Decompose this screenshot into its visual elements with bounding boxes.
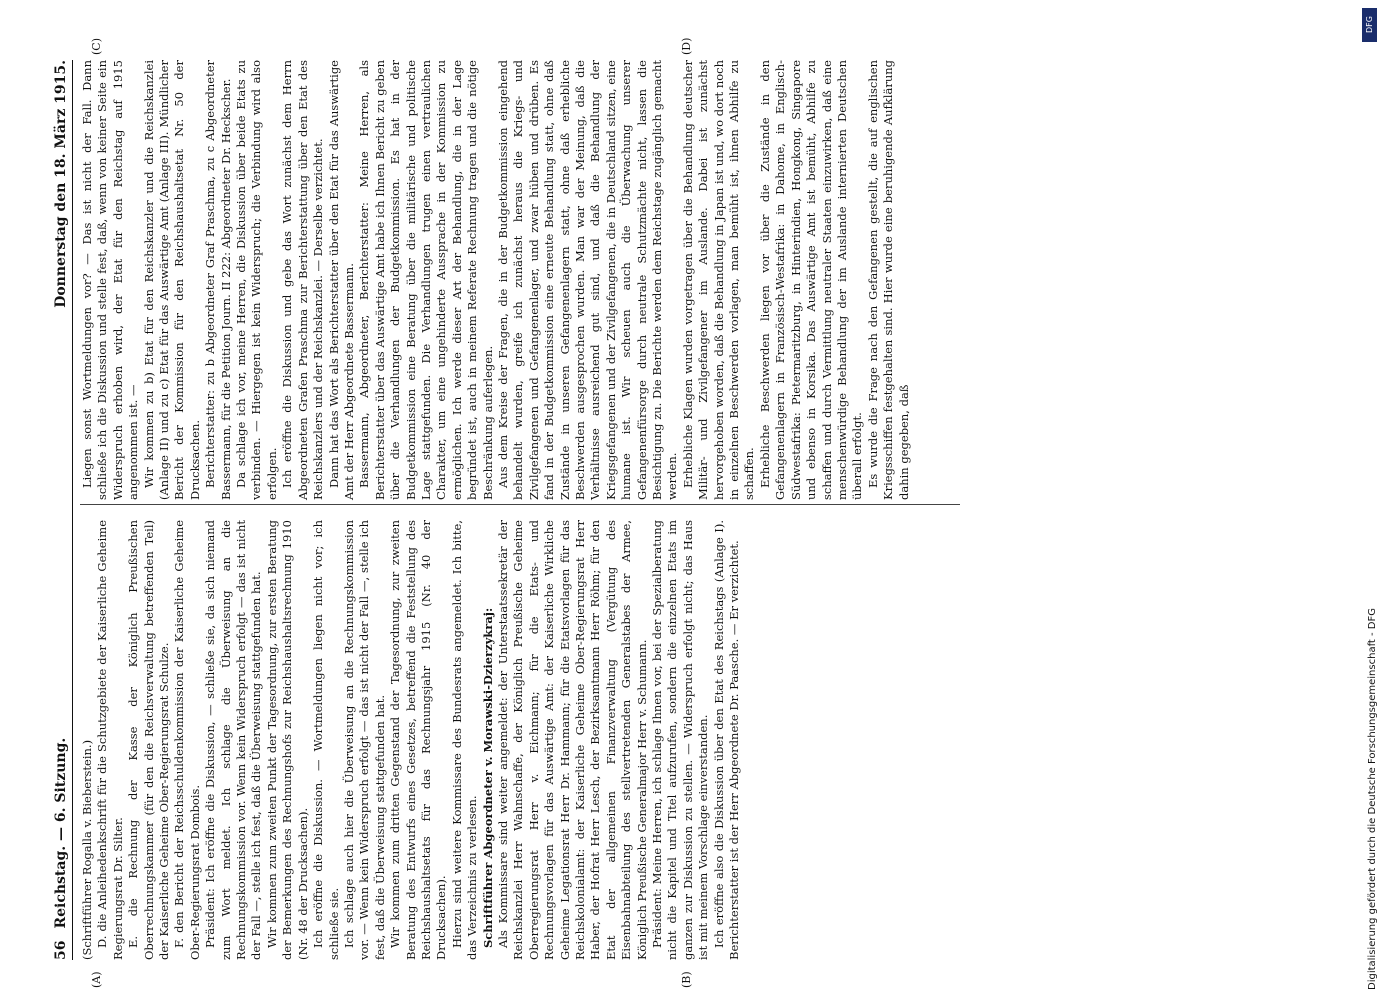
- dfg-logo: DFG: [1362, 8, 1377, 42]
- paragraph: Ich eröffne die Diskussion. — Wortmeldungen liegen nicht vor; ich schließe sie.: [311, 520, 341, 960]
- margin-mark-c: (C): [90, 38, 103, 55]
- paragraph: Wir kommen zum dritten Gegenstand der Tagesordnung, zur zweiten Beratung des Entwurfs eines Gesetzes, betreffend die Feststellung des Reichshaushaltsetats für das Rechnungsjahr 1915 (Nr. 40 der Drucksachen).: [388, 520, 449, 960]
- paragraph: Es wurde die Frage nach den Gefangenen gestellt, die auf englischen Kriegsschiffen festgehalten sind. Hier wurde eine beruhigende Aufklärung dahin gegeben, daß: [865, 60, 911, 500]
- paragraph: E. die Rechnung der Kasse der Königlich Preußischen Oberrechnungskammer (für den die Reichsverwaltung betreffenden Teil) der Kaiserliche Geheime Ober-Regierungsrat Schulze.: [126, 520, 172, 960]
- left-column: [80, 520, 742, 960]
- paragraph: Schriftführer Abgeordneter v. Morawski-Dzierzykraj:: [480, 607, 495, 948]
- paragraph: Bassermann, Abgeordneter, Berichterstatter: Meine Herren, als Berichterstatter über das Auswärtige Amt habe ich Ihnen Bericht zu geben über die Verhandlungen der Budgetkommission. Es hat in der Budgetkommission eine Beratung über die militärische und politische Lage stattgefunden. Die Verhandlungen trugen einen vertraulichen Charakter, um eine ungehinderte Aussprache in der Kommission zu ermöglichen. Ich werde dieser Art der Behandlung, die in der Lage begründet ist, auch in meinem Referate Rechnung tragen und die nötige Beschränkung auferlegen.: [357, 60, 495, 500]
- running-header: [50, 60, 73, 960]
- paragraph: (Schriftführer Rogalla v. Bieberstein.): [80, 739, 94, 960]
- paragraph: Da schlage ich vor, meine Herren, die Diskussion über beide Etats zu verbinden. — Hiergegen ist kein Widerspruch; die Verbindung wird also erfolgen.: [234, 60, 279, 500]
- paragraph: Wir kommen zum zweiten Punkt der Tagesordnung, zur ersten Beratung der Bemerkungen des Rechnungshofs zur Reichshaushaltsrechnung 1910 (Nr. 48 der Drucksachen).: [264, 520, 310, 960]
- right-running-head: Donnerstag den 18. März 1915.: [53, 60, 69, 308]
- paragraph: Liegen sonst Wortmeldungen vor? — Das ist nicht der Fall. Dann schließe ich die Diskussion und stelle fest, daß, wenn von keiner Seite ein Widerspruch erhoben wird, der Etat für den Reichstag auf 1915 angenommen ist. —: [80, 60, 141, 500]
- paragraph: Ich schlage auch hier die Überweisung an die Rechnungskommission vor. — Wenn kein Widerspruch erfolgt — das ist nicht der Fall —, stelle ich fest, daß die Überweisung stattgefunden hat.: [341, 520, 387, 960]
- paragraph: Ich eröffne also die Diskussion über den Etat des Reichstags (Anlage I). Berichterstatter ist der Herr Abgeordnete Dr. Paasche. — Er verzichtet.: [711, 520, 742, 960]
- digitization-credit-strip: [1359, 0, 1381, 1000]
- margin-mark-d: (D): [680, 37, 693, 55]
- paragraph: Präsident: Meine Herren, ich schlage Ihnen vor, bei der Spezialberatung nicht die Kapitel und Titel aufzurufen, sondern die einzelnen Etats im ganzen zur Diskussion zu stellen. — Widerspruch erfolgt nicht; das Haus ist mit meinem Vorschlage einverstanden.: [650, 520, 711, 960]
- paragraph: Berichterstatter: zu b Abgeordneter Graf Praschma, zu c Abgeordneter Bassermann, für die Petition Journ. II 222: Abgeordneter Dr. Heckscher.: [203, 60, 233, 500]
- paragraph: Hierzu sind weitere Kommissare des Bundesrats angemeldet. Ich bitte, das Verzeichnis zu verlesen.: [449, 520, 480, 960]
- paragraph: Ich eröffne die Diskussion und gebe das Wort zunächst dem Herrn Abgeordneten Grafen Praschma zur Berichterstattung über den Etat des Reichskanzlers und der Reichskanzlei. — Derselbe verzichtet.: [280, 60, 326, 500]
- paragraph: F. den Bericht der Reichsschuldenkommission der Kaiserliche Geheime Ober-Regierungsrat Dombois.: [172, 520, 202, 960]
- paragraph: Präsident: Ich eröffne die Diskussion, — schließe sie, da sich niemand zum Wort meldet. Ich schlage die Überweisung an die Rechnungskommission vor. Wenn kein Widerspruch erfolgt — das ist nicht der Fall —, stelle ich fest, daß die Überweisung stattgefunden hat.: [203, 520, 264, 960]
- margin-mark-b: (B): [680, 971, 693, 988]
- paragraph: Erhebliche Beschwerden liegen vor über die Zustände in den Gefangenenlagern in Französisch-Westafrika: in Dahome, in Englisch-Südwestafrika: Pietermaritzburg, in Hinterindien, Hongkong, Singapore und ebenso in Korsika. Das Auswärtige Amt ist bemüht, Abhilfe zu schaffen und durch Vermittlung neutraler Staaten einzuwirken, daß eine menschenwürdige Behandlung der im Auslande internierten Deutschen überall erfolgt.: [757, 60, 865, 500]
- paragraph: Als Kommissare sind weiter angemeldet: der Unterstaatssekretär der Reichskanzlei Herr Wahnschaffe, der Königlich Preußische Geheime Oberregierungsrat Herr v. Eichmann; für die Etats- und Rechnungsvorlagen für das Auswärtige Amt: der Kaiserliche Wirkliche Geheime Legationsrat Herr Dr. Hammann; für die Etatsvorlagen für das Reichskolonialamt: der Kaiserliche Geheime Ober-Regierungsrat Herr Haber, der Hofrat Herr Lesch, der Bezirksamtmann Herr Röhm; für den Etat der allgemeinen Finanzverwaltung (Vergütung des Eisenbahnabteilung des stellvertretenden Generalstabes der Armee, Königlich Preußische Generalmajor Herr v. Schumann.: [495, 520, 649, 960]
- paragraph: Erhebliche Klagen wurden vorgetragen über die Behandlung deutscher Militär- und Zivilgefangener im Auslande. Dabei ist zunächst hervorgehoben worden, daß die Behandlung in Japan ist und, wo dort noch in einzelnen Beschwerden vorlagen, man bemüht ist, ihnen Abhilfe zu schaffen.: [680, 60, 757, 500]
- left-running-head: Reichstag. — 6. Sitzung.: [53, 737, 69, 929]
- page-number: 56: [53, 940, 69, 960]
- column-divider: [80, 504, 960, 505]
- right-column: [80, 60, 912, 500]
- margin-mark-a: (A): [90, 971, 103, 988]
- paragraph: Wir kommen zu b) Etat für den Reichskanzler und die Reichskanzlei (Anlage II) und zu c) Etat für das Auswärtige Amt (Anlage III). Mündlicher Bericht der Kommission für den Reichshaushaltsetat Nr. 50 der Drucksachen.: [141, 60, 202, 500]
- paragraph: Dann hat das Wort als Berichterstatter über den Etat für das Auswärtige Amt der Herr Abgeordnete Bassermann.: [326, 60, 356, 500]
- paragraph: D. die Anleihedenkschrift für die Schutzgebiete der Kaiserliche Geheime Regierungsrat Dr. Silter.: [95, 520, 125, 960]
- rotated-content: [50, 37, 1340, 988]
- digitization-credit: Digitalisierung gefördert durch die Deutsche Forschungsgemeinschaft - DFG: [1367, 607, 1378, 990]
- paragraph: Aus dem Kreise der Fragen, die in der Budgetkommission eingehend behandelt wurden, greife ich zunächst heraus die Kriegs- und Zivilgefangenen und Gefangenenlager, und zwar hüben und drüben. Es fand in der Budgetkommission eine erneute Behandlung statt, ohne daß Zustände in unseren Gefangenenlagern statt, ohne daß erhebliche Beschwerden ausgesprochen wurden. Man war der Meinung, daß die Verhältnisse ausreichend gut sind, und daß die Behandlung der Kriegsgefangenen und der Zivilgefangenen, die in Deutschland sitzen, eine humane ist. Wir scheuen auch die Überwachung unserer Gefangenenfürsorge durch neutrale Schutzmächte nicht, lassen die Besichtigung zu. Die Berichte werden dem Reichstage zugänglich gemacht werden.: [495, 60, 680, 500]
